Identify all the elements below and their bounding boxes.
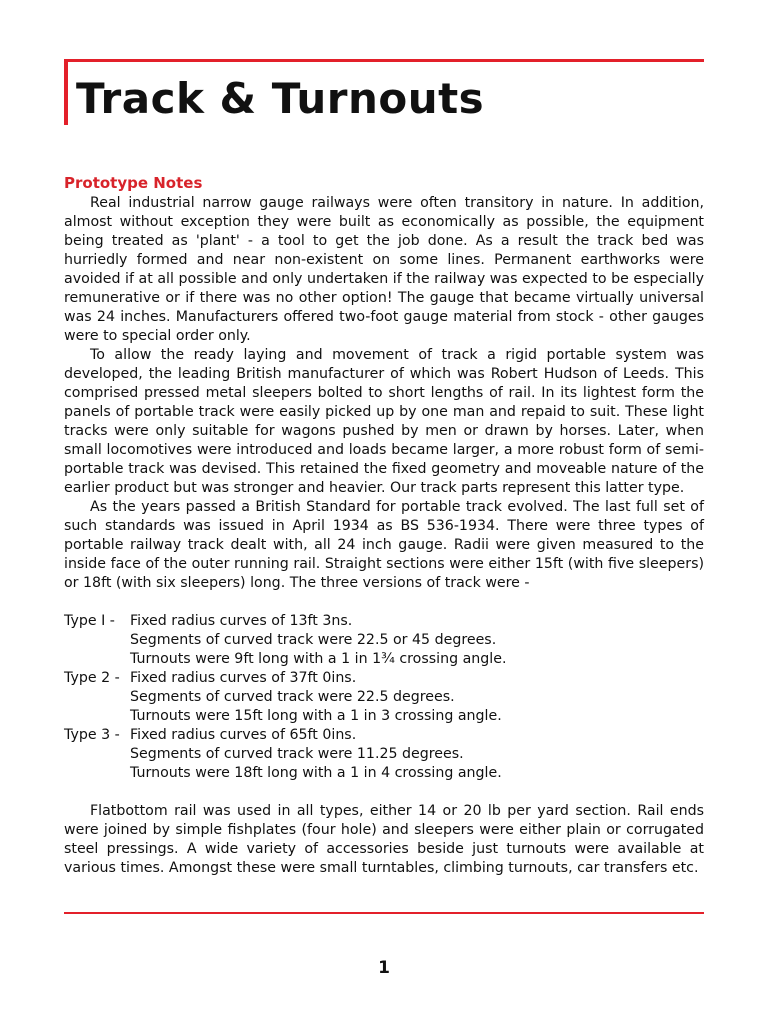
track-type-label: Type 3 - [64,727,120,743]
track-type-line: Fixed radius curves of 13ft 3ns. [130,613,353,629]
page-title: Track & Turnouts [76,74,485,123]
track-type-2 [64,669,704,726]
paragraph-2: To allow the ready laying and movement of track a rigid portable system was developed, the leading British manufacturer of which was Robert Hudson of Leeds. This comprised pressed metal sleepers bolted to short lengths of rail. In its lightest form the panels of portable track were easily picked up by one man and repaid to suit. These light tracks were only suitable for wagons pushed by men or drawn by horses. Later, when small locomotives were introduced and loads became larger, a more robust form of semi-portable track was devised. This retained the fixed geometry and moveable nature of the earlier product but was stronger and heavier. Our track parts represent this latter type. [64,347,704,496]
title-rule-left [64,59,68,125]
track-type-1 [64,612,704,669]
page-number: 1 [378,958,390,978]
track-type-line: Segments of curved track were 22.5 degrees. [130,689,455,705]
bottom-rule [64,912,704,914]
track-type-line: Turnouts were 15ft long with a 1 in 3 crossing angle. [130,708,502,724]
track-type-line: Fixed radius curves of 37ft 0ins. [130,670,357,686]
content-body [64,172,704,878]
track-type-line: Fixed radius curves of 65ft 0ins. [130,727,357,743]
paragraph-1: Real industrial narrow gauge railways were often transitory in nature. In addition, almost without exception they were built as economically as possible, the equipment being treated as 'plant' - a tool to get the job done. As a result the track bed was hurriedly formed and near non-existent on some lines. Permanent earthworks were avoided if at all possible and only undertaken if the railway was expected to be especially remunerative or if there was no other option! The gauge that became virtually universal was 24 inches. Manufacturers offered two-foot gauge material from stock - other gauges were to special order only. [64,195,704,344]
track-type-label: Type 2 - [64,670,120,686]
track-type-label: Type I - [64,613,115,629]
title-rule-top [64,59,704,62]
closing-paragraph: Flatbottom rail was used in all types, either 14 or 20 lb per yard section. Rail ends were joined by simple fishplates (four hole) and sleepers were either plain or corrugated steel pressings. A wide variety of accessories beside just turnouts were available at various times. Amongst these were small turntables, climbing turnouts, car transfers etc. [64,803,704,876]
track-type-line: Segments of curved track were 11.25 degrees. [130,746,464,762]
paragraph-3: As the years passed a British Standard for portable track evolved. The last full set of such standards was issued in April 1934 as BS 536-1934. There were three types of portable railway track dealt with, all 24 inch gauge. Radii were given measured to the inside face of the outer running rail. Straight sections were either 15ft (with five sleepers) or 18ft (with six sleepers) long. The three versions of track were - [64,499,704,591]
track-types-list [64,612,704,783]
track-type-line: Segments of curved track were 22.5 or 45 degrees. [130,632,497,648]
section-heading: Prototype Notes [64,174,203,192]
track-type-line: Turnouts were 18ft long with a 1 in 4 crossing angle. [130,765,502,781]
track-type-line: Turnouts were 9ft long with a 1 in 1¾ crossing angle. [130,651,507,667]
track-type-3 [64,726,704,783]
